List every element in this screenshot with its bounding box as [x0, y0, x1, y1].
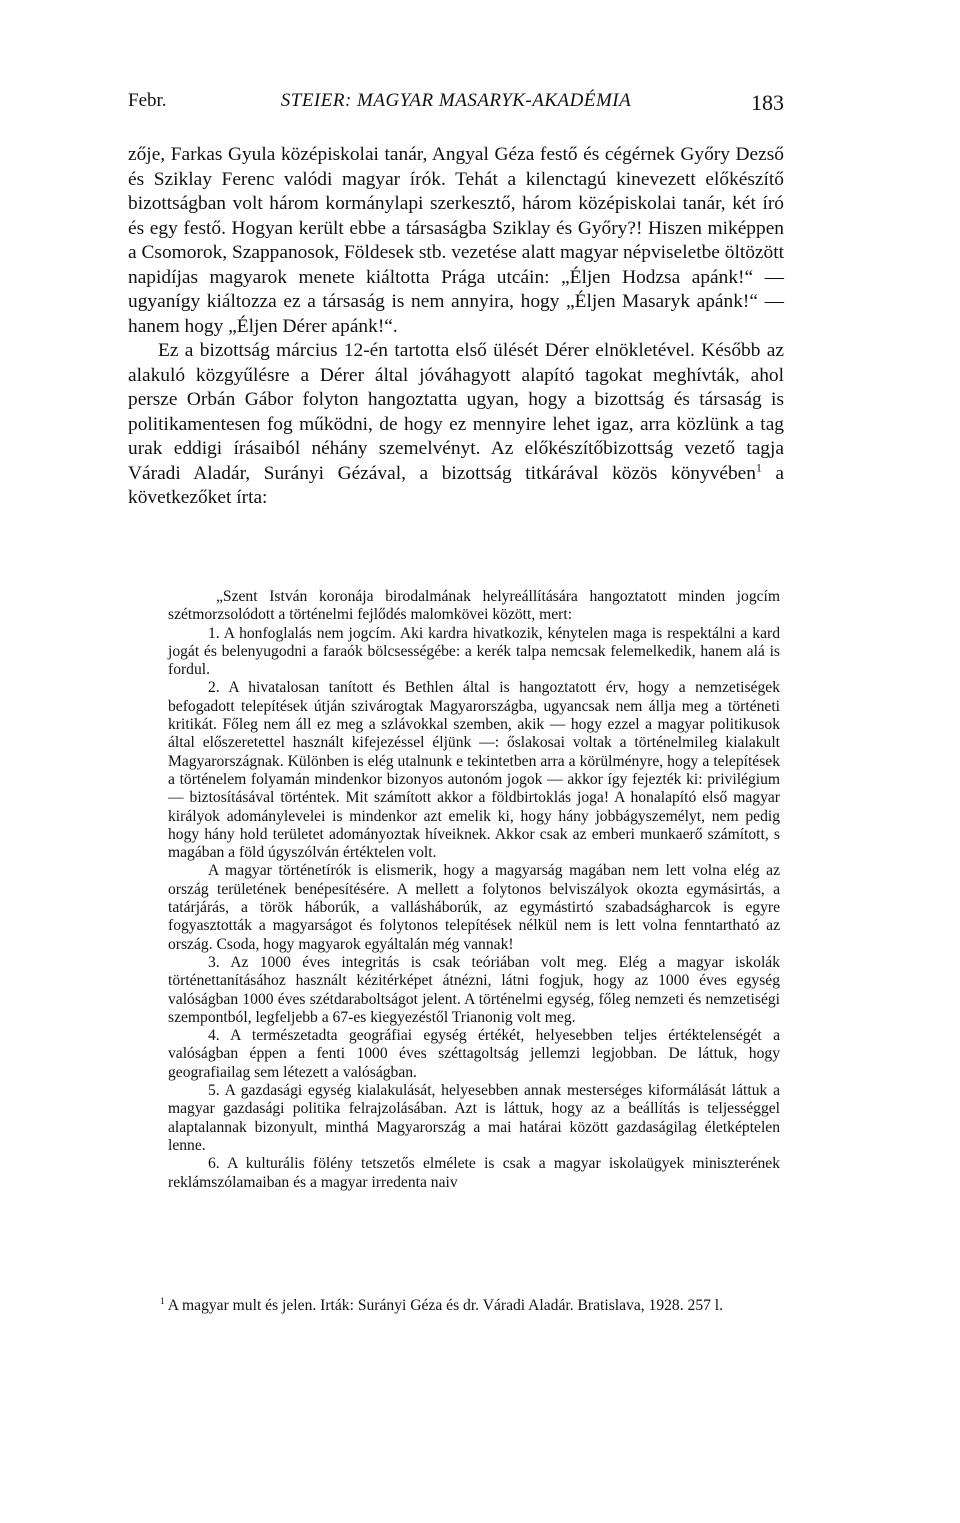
quote-item-6: 6. A kulturális fölény tetszetős elmélete is csak a magyar iskolaügyek miniszterének reklámszólamaiban és a magyar irredenta naiv — [168, 1155, 780, 1191]
quote-intro: „Szent István koronája birodalmának helyreállítására hangoztatott minden jogcím szétmorzsolódott a történelmi fejlődés malomkövei között, mert: — [168, 588, 780, 624]
paragraph-2-text: Ez a bizottság március 12-én tartotta első ülését Dérer elnökletével. Később az alakuló közgyűlésre a Dérer által jóváhagyott alapító tagokat meghívták, ahol persze Orbán Gábor folyton hangoztatta ugyan, hogy a bizottság és társaság is politikamentesen fog működni, de hogy ez mennyire lehet igaz, arra közlünk a tag urak eddigi írásaiból néhány szemelvényt. Az előkészítőbizottság vezető tagja Váradi Aladár, Surányi Gézával, a bizottság titkárával közös könyvében — [128, 340, 784, 484]
footnote — [128, 1296, 784, 1316]
body-text — [128, 143, 784, 511]
header-title: STEIER: MAGYAR MASARYK-AKADÉMIA — [280, 90, 632, 111]
quote-item-5: 5. A gazdasági egység kialakulását, helyesebben annak mesterséges kiformálását láttuk a magyar gazdasági politika felrajzolásában. Azt is láttuk, hogy az a beállítás is teljességgel alaptalannak bizonyult, minthá Magyarország a mai határai között gazdaságilag életképtelen lenne. — [168, 1082, 780, 1154]
footnote-mark: 1 — [160, 1296, 165, 1307]
paragraph-2 — [128, 339, 784, 511]
quote-item-3: 3. Az 1000 éves integritás is csak teóriában volt meg. Elég a magyar iskolák történettanításához használt kézitérképet átnézni, látni fogjuk, hogy az 1000 éves egység valóságban 1000 éves szétdaraboltságot jelent. A történelmi egység, főleg nemzeti és nemzetiségi szempontból, legfeljebb a 67-es kiegyezéstől Trianonig volt meg. — [168, 953, 780, 1026]
running-header — [128, 90, 784, 118]
block-quote — [168, 588, 780, 1192]
quote-item-2-continued: A magyar történetírók is elismerik, hogy a magyarság magában nem lett volna elég az ország területének benépesítésére. A mellett a folytonos belviszályok okozta egymásirtás, a tatárjárás, a török háborúk, a vallásháborúk, az egymástirtó szabadságharcok is egyre fogyasztották a magyarságot és folytonos telepítések nélkül nem is lett volna fenntartható az ország. Csoda, hogy magyarok egyáltalán még vannak! — [168, 862, 780, 953]
header-month: Febr. — [128, 90, 167, 111]
footnote-body: A magyar mult és jelen. Irták: Surányi Géza és dr. Váradi Aladár. Bratislava, 1928. 257 l. — [164, 1297, 724, 1314]
footnote-text — [128, 1296, 784, 1316]
page-number: 183 — [751, 90, 784, 115]
paragraph-1: zője, Farkas Gyula középiskolai tanár, Angyal Géza festő és cégérnek Győry Dezső és Sziklay Ferenc valódi magyar írók. Tehát a kilenctagú kinevezett előkészítő bizottságban volt három kormánylapi szerkesztő, három középiskolai tanár, két író és egy festő. Hogyan került ebbe a társaságba Sziklay és Győry?! Hiszen miképpen a Csomorok, Szappanosok, Földesek stb. vezetése alatt magyar népviseletbe öltözött napidíjas magyarok menete kiáltotta Prága utcáin: „Éljen Hodzsa apánk!“ — ugyanígy kiáltozza ez a társaság is nem annyira, hogy „Éljen Masaryk apánk!“ — hanem hogy „Éljen Dérer apánk!“. — [128, 144, 784, 337]
quote-item-1: 1. A honfoglalás nem jogcím. Aki kardra hivatkozik, kénytelen maga is respektálni a kard jogát és belenyugodni a faraók bölcsességébe: a kerék talpa nemcsak felemelkedik, hanem alá is fordul. — [168, 624, 780, 679]
quote-item-2: 2. A hivatalosan tanított és Bethlen által is hangoztatott érv, hogy a nemzetiségek befogadott telepítések útján szivárogtak Magyarországba, ugyancsak nem állja meg a történeti kritikát. Főleg nem áll ez meg a szlávokkal szemben, akik — hogy ezzel a magyar politikusok által előszeretettel használt kifejezéssel éljünk —: őslakosai voltak a történelmileg kialakult Magyarországnak. Különben is elég utalnunk e tekintetben arra a körülményre, hogy a telepítések a történelem folyamán mindenkor bizonyos autonóm jogok — akkor így fejezték ki: privilégium — biztosításával történtek. Mit számított akkor a földbirtoklás joga! A honalapító első magyar királyok adománylevelei is mindenkor azt emelik ki, hogy hány jobbágyszemélyt, nem pedig hogy hány hold területet adományoztak híveiknek. Akkor csak az emberi munkaerő számított, s magában a föld úgyszólván értéktelen volt. — [168, 679, 780, 862]
paragraph-2-tail: a következőket írta: — [128, 462, 784, 508]
quote-item-4: 4. A természetadta geográfiai egység értékét, helyesebben teljes értéktelenségét a valóságban éppen a fenti 1000 éves széttagoltság jellemzi legjobban. De láttuk, hogy geografiailag sem létezett a valóságban. — [168, 1027, 780, 1081]
footnote-ref: 1 — [756, 461, 762, 475]
